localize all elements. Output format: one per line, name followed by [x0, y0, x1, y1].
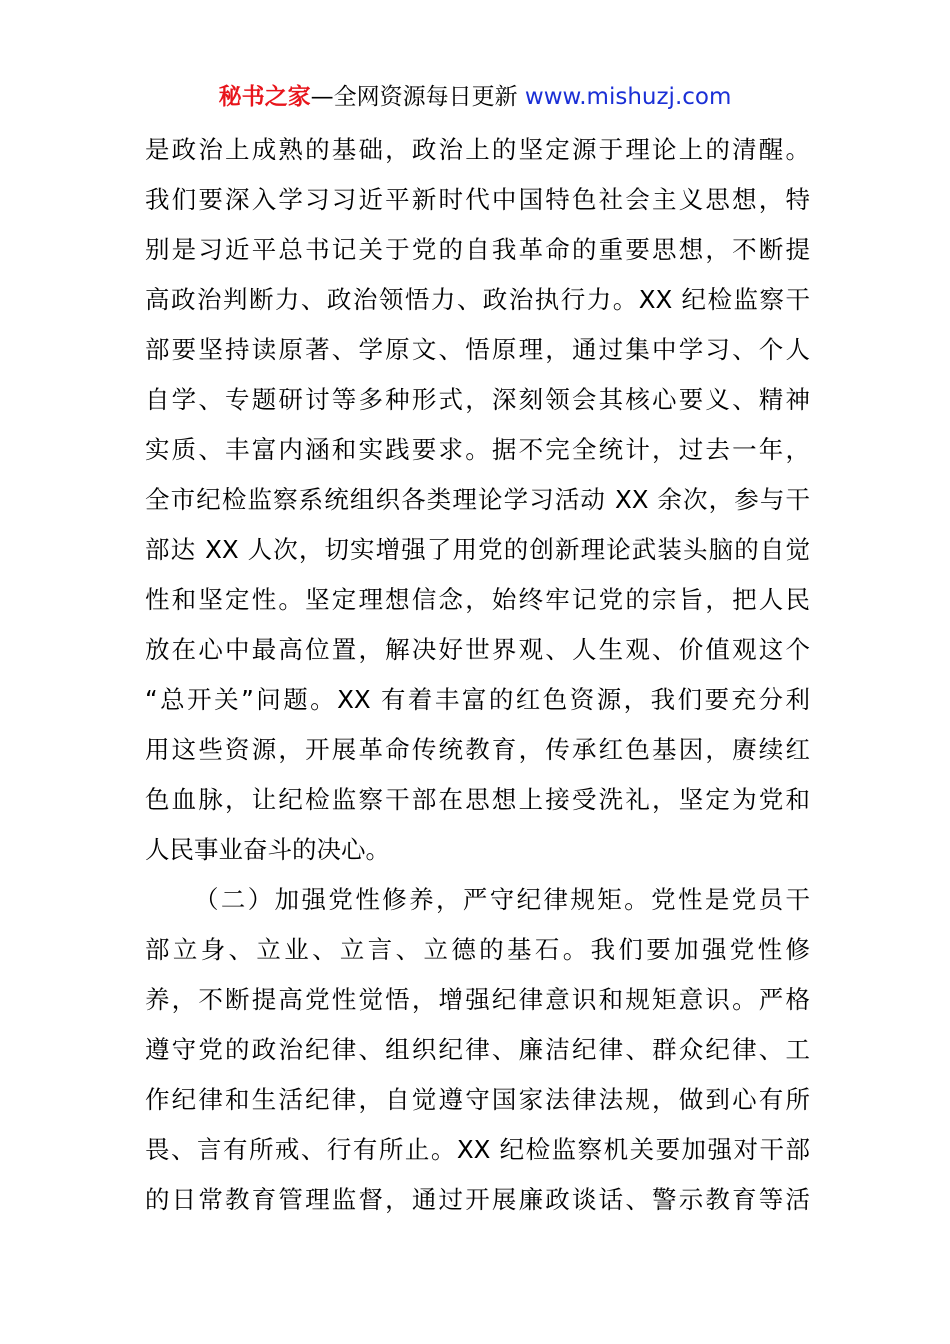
text-line: 我们要深入学习习近平新时代中国特色社会主义思想，特 [145, 185, 810, 214]
text-line: 别是习近平总书记关于党的自我革命的重要思想，不断提 [145, 235, 810, 264]
text-line: 色血脉，让纪检监察干部在思想上接受洗礼，坚定为党和 [145, 785, 810, 814]
text-line: 养，不断提高党性觉悟，增强纪律意识和规矩意识。严格 [145, 985, 810, 1014]
text-line: 性和坚定性。坚定理想信念，始终牢记党的宗旨，把人民 [145, 585, 810, 614]
text-line: 的日常教育管理监督，通过开展廉政谈话、警示教育等活 [145, 1185, 810, 1214]
text-line: 遵守党的政治纪律、组织纪律、廉洁纪律、群众纪律、工 [145, 1035, 810, 1064]
document-body [145, 125, 810, 1225]
text-line: 部立身、立业、立言、立德的基石。我们要加强党性修 [145, 935, 810, 964]
text-line: 全市纪检监察系统组织各类理论学习活动 XX 余次，参与干 [145, 485, 810, 514]
text-line: 高政治判断力、政治领悟力、政治执行力。XX 纪检监察干 [145, 285, 810, 314]
text-line: 放在心中最高位置，解决好世界观、人生观、价值观这个 [145, 635, 810, 664]
text-line: 畏、言有所戒、行有所止。XX 纪检监察机关要加强对干部 [145, 1135, 810, 1164]
page-header [0, 80, 950, 114]
text-line: “总开关”问题。XX 有着丰富的红色资源，我们要充分利 [145, 685, 810, 714]
text-line: 是政治上成熟的基础，政治上的坚定源于理论上的清醒。 [145, 135, 810, 164]
site-url-link[interactable]: www.mishuzj.com [524, 84, 732, 110]
text-line: 实质、丰富内涵和实践要求。据不完全统计，过去一年， [145, 435, 810, 464]
text-line: 用这些资源，开展革命传统教育，传承红色基因，赓续红 [145, 735, 810, 764]
site-brand: 秘书之家 [218, 84, 311, 110]
site-tagline: —全网资源每日更新 [310, 84, 518, 110]
text-line-paragraph-end: 人民事业奋斗的决心。 [145, 835, 390, 864]
text-line: 部要坚持读原著、学原文、悟原理，通过集中学习、个人 [145, 335, 810, 364]
text-line: 部达 XX 人次，切实增强了用党的创新理论武装头脑的自觉 [145, 535, 810, 564]
section-heading-line: （二）加强党性修养，严守纪律规矩。党性是党员干 [194, 885, 810, 914]
text-line: 作纪律和生活纪律，自觉遵守国家法律法规，做到心有所 [145, 1085, 810, 1114]
text-line: 自学、专题研讨等多种形式，深刻领会其核心要义、精神 [145, 385, 810, 414]
